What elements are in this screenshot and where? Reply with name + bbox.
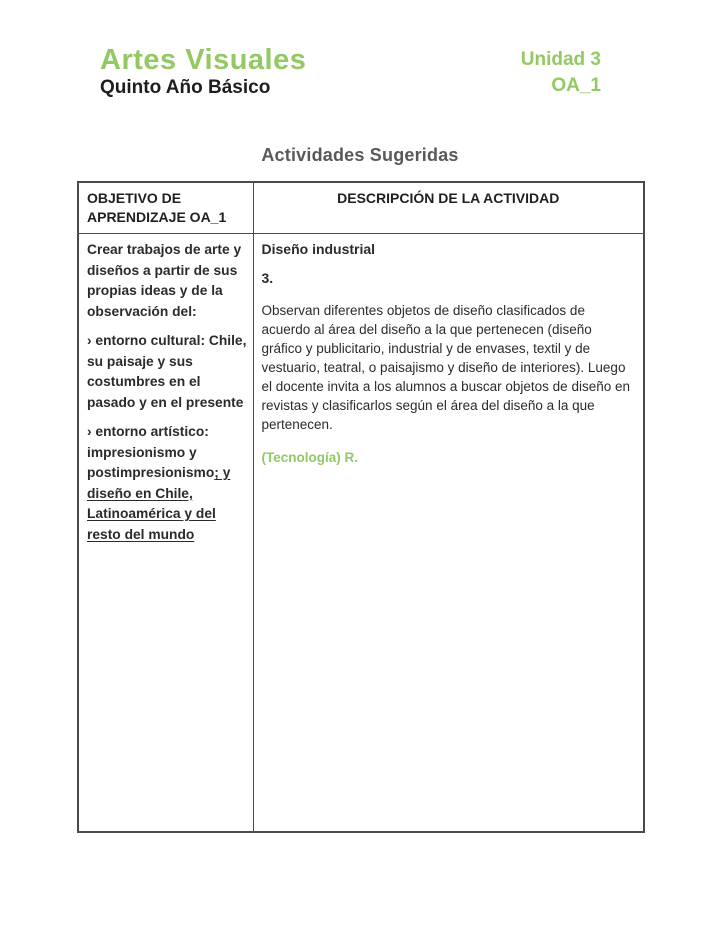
objective-item-artistic-text: › entorno artístico: impresionismo y postimpresionismo: [87, 424, 215, 480]
table-body-row: [78, 234, 644, 832]
column-header-description: DESCRIPCIÓN DE LA ACTIVIDAD: [253, 182, 644, 234]
unit-label: Unidad 3: [520, 49, 601, 70]
activity-category: Diseño industrial: [261, 241, 376, 257]
column-header-objective: OBJETIVO DE APRENDIZAJE OA_1: [78, 182, 253, 234]
activity-number: 3.: [261, 270, 274, 286]
objective-item-cultural: › entorno cultural: Chile, su paisaje y sus costumbres en el pasado y en el presente: [87, 333, 247, 410]
doc-header-left: [100, 45, 306, 99]
objective-item-artistic-underlined: ; y diseño en Chile, Latinoamérica y del resto del mundo: [87, 465, 231, 542]
activity-tag: (Tecnología) R.: [261, 450, 358, 465]
doc-title: Artes Visuales: [100, 44, 307, 76]
doc-header: [100, 45, 601, 99]
section-title: Actividades Sugeridas: [261, 145, 459, 165]
objective-item-artistic: [87, 422, 250, 545]
activity-description: Observan diferentes objetos de diseño clasificados de acuerdo al área del diseño a la que pertenecen (diseño gráfico y publicitario, industrial y de envases, textil y de vestuario, teatral, o paisajismo y diseño de interiores). Luego el docente invita a los alumnos a buscar objetos de diseño en revistas y clasificarlos según el área del diseño a la que pertenecen.: [261, 303, 630, 432]
oa-label: OA_1: [551, 75, 601, 96]
activities-table: [77, 181, 645, 833]
objective-cell: [78, 234, 253, 832]
table-header-row: [78, 182, 644, 234]
description-cell: [253, 234, 644, 832]
objective-intro: Crear trabajos de arte y diseños a partir de sus propias ideas y de la observación del:: [87, 242, 242, 319]
doc-header-right: [521, 47, 601, 99]
doc-subtitle: Quinto Año Básico: [100, 77, 271, 98]
